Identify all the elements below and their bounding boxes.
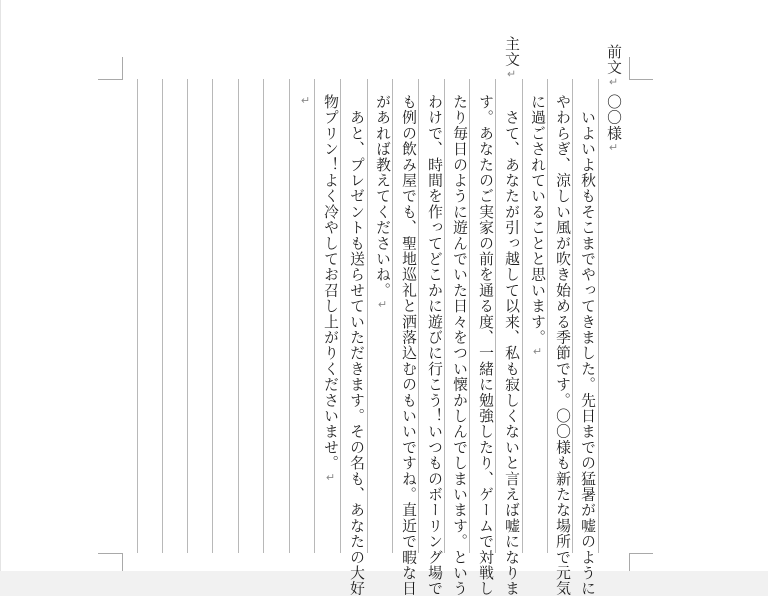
text-column-7[interactable] bbox=[445, 94, 473, 596]
crop-mark-top-left-v bbox=[122, 57, 123, 80]
column-text: わけで、時間を作ってどこかに遊びに行こう！いつものボーリング場で bbox=[426, 94, 443, 596]
ruled-line bbox=[137, 79, 138, 553]
column-text: に過ごされていることと思います。 bbox=[529, 94, 546, 346]
crop-mark-bottom-left-v bbox=[122, 553, 123, 571]
text-column-2[interactable] bbox=[573, 94, 601, 596]
crop-mark-top-right-v bbox=[629, 57, 630, 80]
ruled-line bbox=[314, 79, 315, 553]
column-text: す。あなたのご実家の前を通る度、一緒に勉強したり、ゲームで対戦し bbox=[477, 94, 494, 596]
column-text: あと、プレゼントも送らせていただきます。その名も、あなたの大好 bbox=[348, 94, 365, 596]
ruled-line bbox=[289, 79, 290, 553]
text-column-3[interactable] bbox=[548, 94, 576, 596]
ruled-line bbox=[238, 79, 239, 553]
text-column-8[interactable] bbox=[420, 94, 448, 596]
crop-mark-top-left-h bbox=[98, 79, 122, 80]
return-mark: ↵ bbox=[607, 141, 620, 156]
return-mark: ↵ bbox=[505, 67, 518, 82]
text-column-12[interactable] bbox=[316, 94, 344, 485]
return-mark: ↵ bbox=[299, 94, 312, 108]
column-text: いよいよ秋もそこまでやってきました。先日までの猛暑が嘘のように bbox=[579, 94, 596, 596]
text-column-9[interactable] bbox=[394, 94, 422, 596]
ruled-line bbox=[263, 79, 264, 553]
crop-mark-bottom-right-h bbox=[629, 553, 653, 554]
return-mark: ↵ bbox=[531, 345, 544, 360]
text-column-13[interactable] bbox=[291, 94, 319, 108]
text-column-6[interactable] bbox=[471, 94, 499, 596]
crop-mark-bottom-right-v bbox=[629, 553, 630, 571]
return-mark: ↵ bbox=[324, 470, 337, 485]
crop-mark-top-right-h bbox=[629, 79, 653, 80]
column-text: 物プリン！よく冷やしてお召し上がりくださいませ。 bbox=[322, 94, 339, 471]
crop-mark-bottom-left-h bbox=[98, 553, 122, 554]
return-mark: ↵ bbox=[376, 298, 389, 313]
text-column-5[interactable] bbox=[497, 94, 525, 596]
heading-shubun bbox=[497, 36, 525, 81]
ruled-line bbox=[212, 79, 213, 553]
column-text: さて、あなたが引っ越して以来、私も寂しくないと言えば嘘になりま bbox=[503, 94, 520, 596]
ruled-line bbox=[187, 79, 188, 553]
text-column-11[interactable] bbox=[342, 94, 370, 596]
text-column-4[interactable] bbox=[523, 94, 551, 359]
heading-shubun-text: 主文 bbox=[503, 36, 520, 68]
heading-zenbun bbox=[599, 44, 627, 89]
heading-zenbun-text: 前文 bbox=[605, 44, 622, 76]
column-text: やわらぎ、涼しい風が吹き始める季節です。〇〇様も新たな場所で元気 bbox=[554, 94, 571, 596]
ruled-line bbox=[162, 79, 163, 553]
return-mark: ↵ bbox=[607, 75, 620, 90]
text-column-10[interactable] bbox=[368, 94, 396, 312]
column-text: も例の飲み屋でも、聖地巡礼と洒落込むのもいいですね。直近で暇な日 bbox=[400, 94, 417, 596]
column-text: があれば教えてくださいね。 bbox=[374, 94, 391, 299]
column-text: 〇〇様 bbox=[605, 94, 622, 142]
column-text: たり毎日のように遊んでいた日々をつい懐かしんでしまいます。という bbox=[451, 94, 468, 596]
text-column-1[interactable] bbox=[599, 94, 627, 155]
